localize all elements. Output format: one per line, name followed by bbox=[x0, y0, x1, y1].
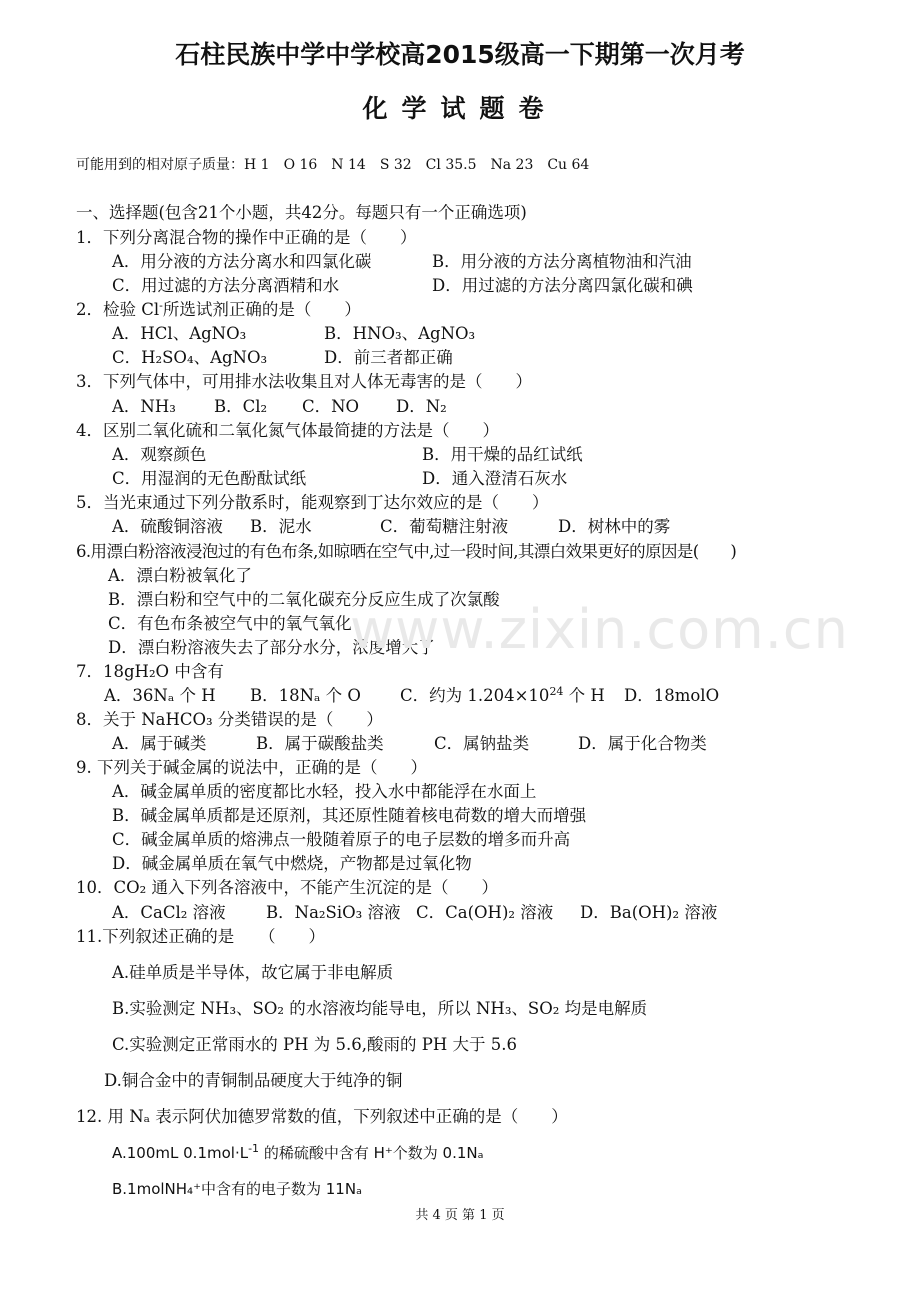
section-heading: 一、选择题(包含21个小题，共42分。每题只有一个正确选项) bbox=[76, 203, 527, 222]
question-4-option-b: B．用干燥的品红试纸 bbox=[422, 445, 583, 464]
page-title: 石柱民族中学中学校高2015级高一下期第一次月考 bbox=[175, 40, 745, 69]
question-2-stem-post: 所选试剂正确的是（ ） bbox=[162, 300, 361, 319]
question-2-stem-pre: 2．检验 Cl bbox=[76, 300, 160, 319]
question-1-option-d: D．用过滤的方法分离四氯化碳和碘 bbox=[432, 276, 693, 295]
question-2-option-a: A．HCl、AgNO₃ bbox=[112, 324, 247, 343]
question-12-option-a-sup: -1 bbox=[248, 1142, 260, 1155]
question-6-option-d: D．漂白粉溶液失去了部分水分，浓度增大了 bbox=[108, 638, 435, 657]
atomic-masses: 可能用到的相对原子质量：H 1 O 16 N 14 S 32 Cl 35.5 Na 23 Cu 64 bbox=[76, 157, 590, 173]
question-7-option-a: A．36Nₐ 个 H bbox=[104, 686, 216, 705]
question-11-option-b: B.实验测定 NH₃、SO₂ 的水溶液均能导电，所以 NH₃、SO₂ 均是电解质 bbox=[112, 999, 648, 1018]
question-1-option-a: A．用分液的方法分离水和四氯化碳 bbox=[112, 252, 372, 271]
question-1-option-c: C．用过滤的方法分离酒精和水 bbox=[112, 276, 340, 295]
question-7-option-b: B．18Nₐ 个 O bbox=[250, 686, 361, 705]
question-11-option-a: A.硅单质是半导体，故它属于非电解质 bbox=[112, 963, 394, 982]
question-9-option-a: A．碱金属单质的密度都比水轻，投入水中都能浮在水面上 bbox=[112, 782, 537, 801]
question-3-option-b: B．Cl₂ bbox=[214, 397, 268, 416]
question-2-option-d: D．前三者都正确 bbox=[324, 348, 453, 367]
question-12-option-a bbox=[112, 1142, 484, 1164]
question-4-option-c: C．用湿润的无色酚酞试纸 bbox=[112, 469, 307, 488]
question-5-option-d: D．树林中的雾 bbox=[558, 517, 671, 536]
question-9-option-b: B．碱金属单质都是还原剂，其还原性随着核电荷数的增大而增强 bbox=[112, 806, 587, 825]
question-3-option-a: A．NH₃ bbox=[112, 397, 176, 416]
question-4-option-a: A．观察颜色 bbox=[112, 445, 207, 464]
question-6-stem: 6.用漂白粉溶液浸泡过的有色布条,如晾晒在空气中,过一段时间,其漂白效果更好的原因是( ) bbox=[76, 542, 737, 561]
question-1-option-b: B．用分液的方法分离植物油和汽油 bbox=[432, 252, 692, 271]
question-7-option-c-pre: C．约为 1.204×10 bbox=[400, 686, 550, 705]
question-9-stem: 9. 下列关于碱金属的说法中，正确的是（ ） bbox=[76, 758, 427, 777]
question-12-stem: 12. 用 Nₐ 表示阿伏加德罗常数的值，下列叙述中正确的是（ ） bbox=[76, 1107, 568, 1126]
question-7-option-c bbox=[400, 685, 605, 707]
question-12-option-a-pre: A.100mL 0.1mol·L bbox=[112, 1144, 249, 1162]
question-3-option-d: D．N₂ bbox=[396, 397, 447, 416]
question-4-option-d: D．通入澄清石灰水 bbox=[422, 469, 568, 488]
question-3-stem: 3．下列气体中，可用排水法收集且对人体无毒害的是（ ） bbox=[76, 372, 532, 391]
question-8-option-b: B．属于碳酸盐类 bbox=[256, 734, 384, 753]
question-7-option-c-sup: 24 bbox=[549, 685, 564, 698]
question-5-option-c: C．葡萄糖注射液 bbox=[380, 517, 509, 536]
question-11-stem: 11.下列叙述正确的是 （ ） bbox=[76, 927, 325, 946]
question-12-option-b: B.1molNH₄⁺中含有的电子数为 11Nₐ bbox=[112, 1180, 362, 1198]
question-11-option-d: D.铜合金中的青铜制品硬度大于纯净的铜 bbox=[104, 1071, 403, 1090]
question-5-stem: 5．当光束通过下列分散系时，能观察到丁达尔效应的是（ ） bbox=[76, 493, 549, 512]
question-10-stem: 10．CO₂ 通入下列各溶液中，不能产生沉淀的是（ ） bbox=[76, 878, 499, 897]
question-12-option-a-post: 的稀硫酸中含有 H⁺个数为 0.1Nₐ bbox=[259, 1144, 484, 1162]
question-5-option-b: B．泥水 bbox=[250, 517, 312, 536]
question-10-option-b: B．Na₂SiO₃ 溶液 bbox=[266, 903, 401, 922]
question-2-stem-sup: - bbox=[159, 299, 163, 312]
question-7-stem: 7．18gH₂O 中含有 bbox=[76, 662, 224, 681]
question-10-option-d: D．Ba(OH)₂ 溶液 bbox=[580, 903, 718, 922]
question-4-stem: 4．区别二氧化硫和二氧化氮气体最简捷的方法是（ ） bbox=[76, 421, 499, 440]
question-8-option-d: D．属于化合物类 bbox=[578, 734, 707, 753]
question-8-option-c: C．属钠盐类 bbox=[434, 734, 530, 753]
question-8-stem: 8．关于 NaHCO₃ 分类错误的是（ ） bbox=[76, 710, 383, 729]
question-9-option-d: D．碱金属单质在氧气中燃烧，产物都是过氧化物 bbox=[112, 854, 472, 873]
watermark: www.zixin.com.cn bbox=[350, 598, 849, 661]
question-8-option-a: A．属于碱类 bbox=[112, 734, 207, 753]
page-subtitle: 化学试题卷 bbox=[362, 94, 558, 123]
question-9-option-c: C．碱金属单质的熔沸点一般随着原子的电子层数的增多而升高 bbox=[112, 830, 571, 849]
question-6-option-c: C．有色布条被空气中的氧气氧化 bbox=[108, 614, 352, 633]
question-2-stem bbox=[76, 299, 361, 321]
question-6-option-b: B．漂白粉和空气中的二氧化碳充分反应生成了次氯酸 bbox=[108, 590, 500, 609]
question-11-option-c: C.实验测定正常雨水的 PH 为 5.6,酸雨的 PH 大于 5.6 bbox=[112, 1035, 517, 1054]
question-10-option-a: A．CaCl₂ 溶液 bbox=[112, 903, 226, 922]
page-footer: 共 4 页 第 1 页 bbox=[415, 1208, 505, 1223]
question-2-option-b: B．HNO₃、AgNO₃ bbox=[324, 324, 476, 343]
question-7-option-d: D．18molO bbox=[624, 686, 720, 705]
question-5-option-a: A．硫酸铜溶液 bbox=[112, 517, 223, 536]
question-10-option-c: C．Ca(OH)₂ 溶液 bbox=[416, 903, 554, 922]
question-7-option-c-post: 个 H bbox=[563, 686, 605, 705]
question-3-option-c: C．NO bbox=[302, 397, 360, 416]
question-6-option-a: A．漂白粉被氧化了 bbox=[108, 566, 252, 585]
question-2-option-c: C．H₂SO₄、AgNO₃ bbox=[112, 348, 268, 367]
question-1-stem: 1．下列分离混合物的操作中正确的是（ ） bbox=[76, 228, 417, 247]
